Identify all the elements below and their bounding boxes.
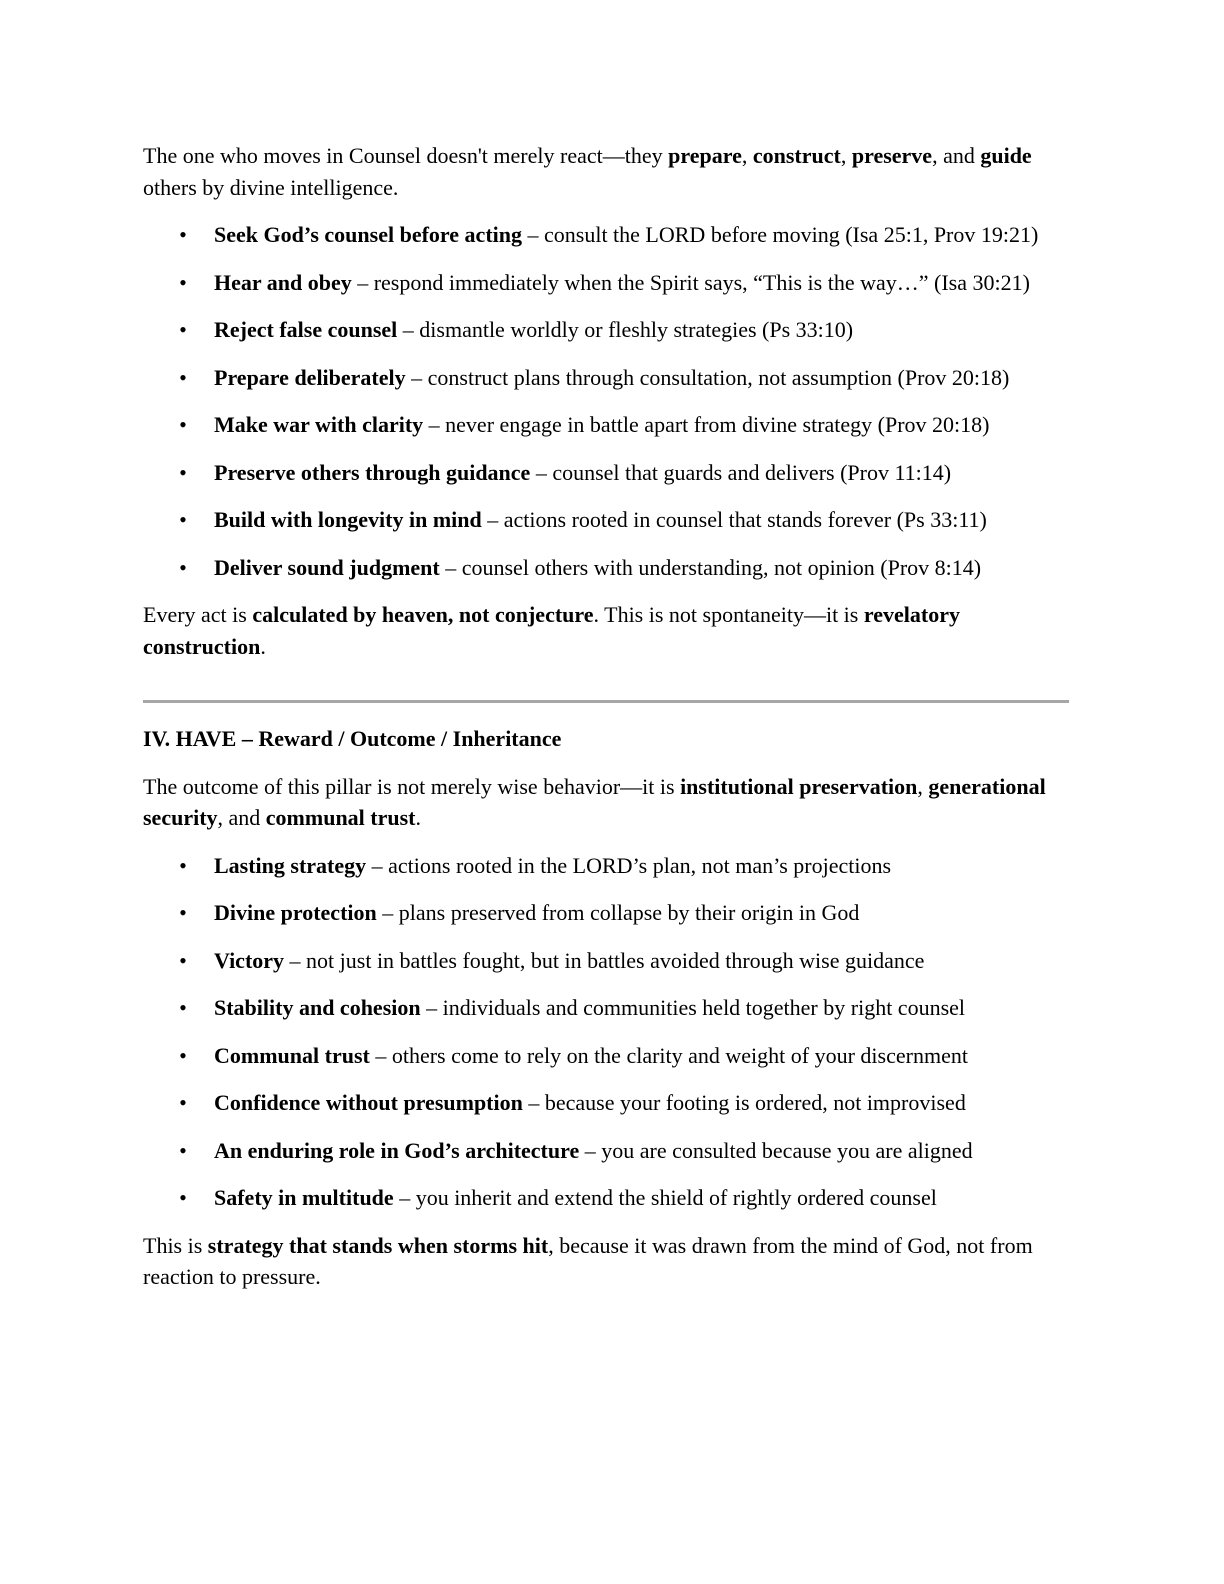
list-item: • Safety in multitude – you inherit and extend the shield of rightly ordered counsel	[214, 1182, 1069, 1214]
closing-paragraph: This is strategy that stands when storms hit, because it was drawn from the mind of God, not from reaction to pressure.	[143, 1232, 1033, 1289]
list-item: • Victory – not just in battles fought, but in battles avoided through wise guidance	[214, 945, 1069, 977]
list-item: • Prepare deliberately – construct plans through consultation, not assumption (Prov 20:18)	[214, 362, 1069, 394]
practices-list	[143, 219, 1069, 583]
bullet-icon: •	[179, 1185, 187, 1210]
bullet-icon: •	[179, 900, 187, 925]
bullet-icon: •	[179, 852, 187, 878]
section-heading: IV. HAVE – Reward / Outcome / Inheritance	[143, 726, 562, 751]
list-item: • Build with longevity in mind – actions rooted in counsel that stands forever (Ps 33:11)	[214, 504, 1069, 536]
bullet-icon: •	[179, 222, 187, 247]
bullet-icon: •	[179, 364, 187, 390]
document-page	[143, 140, 1069, 1309]
list-item: • Make war with clarity – never engage in battle apart from divine strategy (Prov 20:18)	[214, 409, 1069, 441]
bullet-icon: •	[179, 554, 187, 580]
bullet-icon: •	[179, 1090, 187, 1115]
list-item: • Communal trust – others come to rely on the clarity and weight of your discernment	[214, 1040, 1069, 1072]
bullet-icon: •	[179, 1137, 187, 1163]
list-item: • Stability and cohesion – individuals and communities held together by right counsel	[214, 992, 1069, 1024]
outcomes-list	[143, 850, 1069, 1214]
bullet-icon: •	[179, 995, 187, 1020]
list-item: • An enduring role in God’s architecture – you are consulted because you are aligned	[214, 1135, 1069, 1167]
list-item: • Seek God’s counsel before acting – consult the LORD before moving (Isa 25:1, Prov 19:21)	[214, 219, 1069, 251]
list-item: • Confidence without presumption – because your footing is ordered, not improvised	[214, 1087, 1069, 1119]
bullet-icon: •	[179, 412, 187, 437]
list-item: • Preserve others through guidance – counsel that guards and delivers (Prov 11:14)	[214, 457, 1069, 489]
bullet-icon: •	[179, 947, 187, 973]
bullet-icon: •	[179, 1042, 187, 1068]
intro-paragraph: The one who moves in Counsel doesn't merely react—they prepare, construct, preserve, and guide others by divine intelligence.	[143, 143, 1032, 200]
summary-paragraph: Every act is calculated by heaven, not conjecture. This is not spontaneity—it is revelatory construction.	[143, 602, 960, 659]
bullet-icon: •	[179, 317, 187, 342]
list-item: • Reject false counsel – dismantle worldly or fleshly strategies (Ps 33:10)	[214, 314, 1069, 346]
section-divider	[143, 700, 1069, 703]
list-item: • Lasting strategy – actions rooted in the LORD’s plan, not man’s projections	[214, 850, 1069, 882]
list-item: • Divine protection – plans preserved from collapse by their origin in God	[214, 897, 1069, 929]
list-item: • Hear and obey – respond immediately when the Spirit says, “This is the way…” (Isa 30:21)	[214, 267, 1069, 299]
bullet-icon: •	[179, 507, 187, 532]
bullet-icon: •	[179, 459, 187, 485]
bullet-icon: •	[179, 269, 187, 295]
section-intro-paragraph: The outcome of this pillar is not merely wise behavior—it is institutional preservation, generational security, and communal trust.	[143, 773, 1046, 830]
list-item: • Deliver sound judgment – counsel others with understanding, not opinion (Prov 8:14)	[214, 552, 1069, 584]
